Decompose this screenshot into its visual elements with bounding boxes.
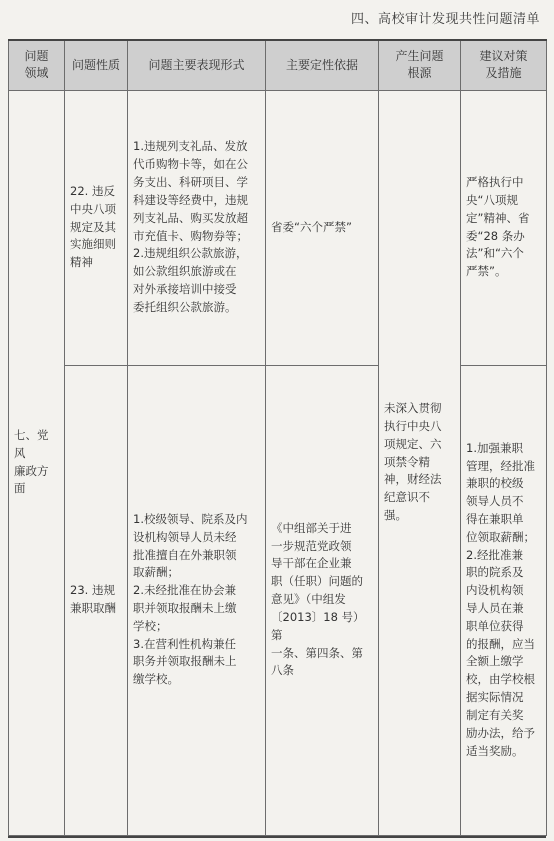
measures-cell: 严格执行中 央“八项规 定”精神、省 委“28 条办 法”和“六个 严禁”。 bbox=[461, 90, 547, 365]
column-header-basis: 主要定性依据 bbox=[266, 40, 379, 90]
column-header-root-cause: 产生问题 根源 bbox=[379, 40, 461, 90]
header-row bbox=[9, 40, 547, 90]
column-header-forms: 问题主要表现形式 bbox=[128, 40, 266, 90]
domain-cell: 七、党风 廉政方 面 bbox=[9, 90, 65, 835]
column-header-nature: 问题性质 bbox=[65, 40, 128, 90]
audit-issues-table bbox=[8, 39, 547, 836]
page-header: 四、高校审计发现共性问题清单 bbox=[350, 12, 540, 27]
basis-cell: 《中组部关于进 一步规范党政领 导干部在企业兼 职（任职）问题的 意见》（中组发 〔2013〕18 号）第 一条、第四条、第 八条 bbox=[266, 365, 379, 835]
root-cause-cell: 未深入贯彻 执行中央八 项规定、六 项禁令精 神，财经法 纪意识不 强。 bbox=[379, 90, 461, 835]
column-header-domain: 问题 领域 bbox=[9, 40, 65, 90]
table-row bbox=[9, 365, 547, 835]
table-bottom-rule bbox=[8, 836, 546, 838]
nature-cell: 22. 违反 中央八项 规定及其 实施细则 精神 bbox=[65, 90, 128, 365]
table-header bbox=[9, 40, 547, 90]
column-header-measures: 建议对策 及措施 bbox=[461, 40, 547, 90]
nature-cell: 23. 违规 兼职取酬 bbox=[65, 365, 128, 835]
measures-cell: 1.加强兼职 管理，经批准 兼职的校级 领导人员不 得在兼职单 位领取薪酬； 2.经批准兼 职的院系及 内设机构领 导人员在兼 职单位获得 的报酬，应当 全额上缴学 校，由学校根 据实际情况 制定有关奖 励办法，给予 适当奖励。 bbox=[461, 365, 547, 835]
forms-cell: 1.违规列支礼品、发放 代币购物卡等，如在公 务支出、科研项目、学 科建设等经费中，违规 列支礼品、购买发放超 市充值卡、购物券等； 2.违规组织公款旅游， 如公款组织旅游或在 对外承接培训中接受 委托组织公款旅游。 bbox=[128, 90, 266, 365]
forms-cell: 1.校级领导、院系及内 设机构领导人员未经 批准擅自在外兼职领 取薪酬； 2.未经批准在协会兼 职并领取报酬未上缴 学校； 3.在营利性机构兼任 职务并领取报酬未上 缴学校。 bbox=[128, 365, 266, 835]
table-row bbox=[9, 90, 547, 365]
basis-cell: 省委“六个严禁” bbox=[266, 90, 379, 365]
